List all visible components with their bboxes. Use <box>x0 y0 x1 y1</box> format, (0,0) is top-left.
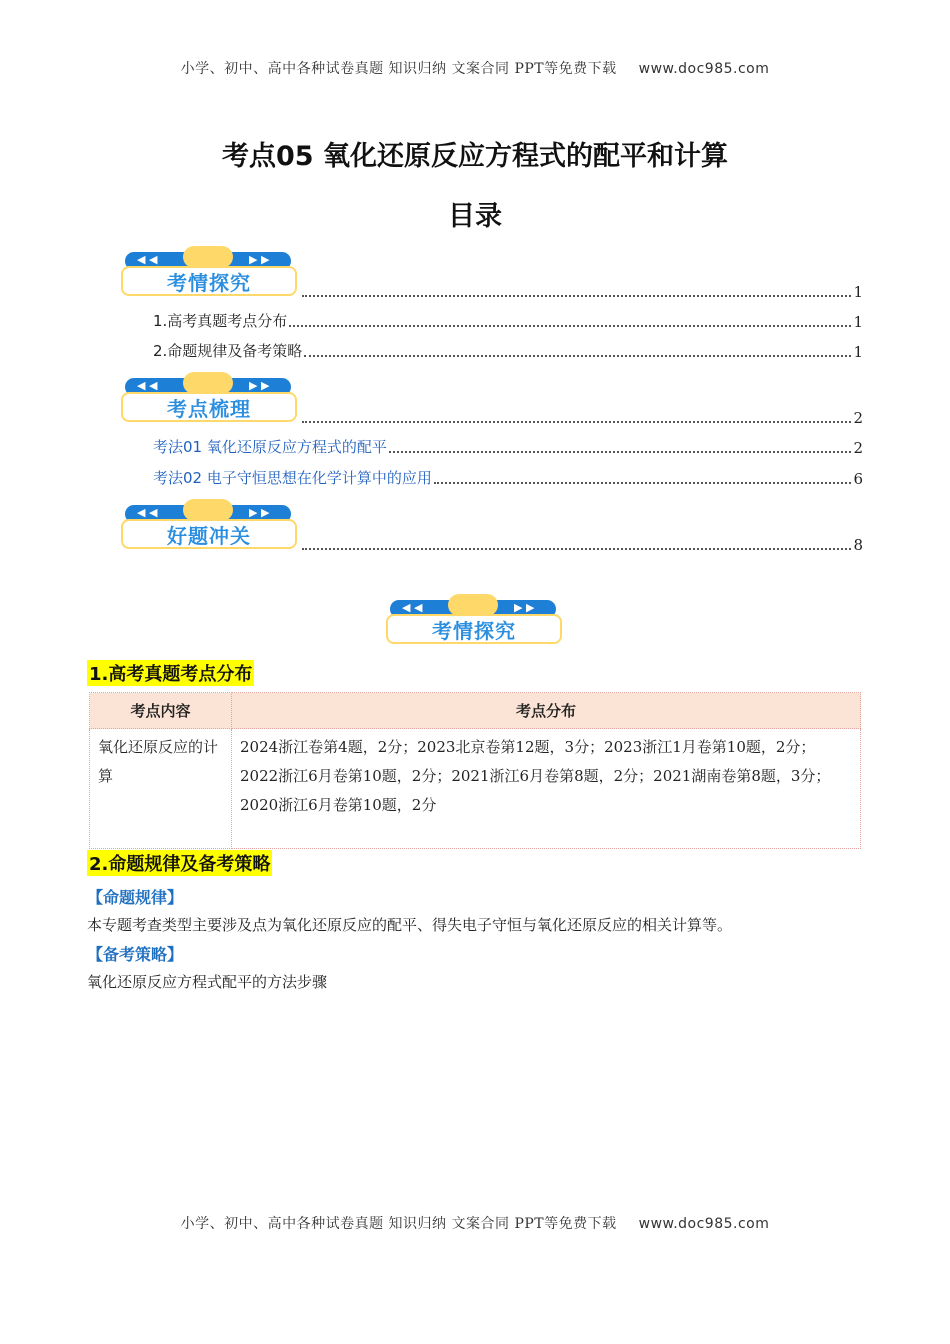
badge-label: 考情探究 <box>167 271 251 295</box>
badge-pill <box>183 372 233 394</box>
distribution-table <box>89 692 861 849</box>
toc-text: 2.命题规律及备考策略 <box>153 342 303 360</box>
toc-page: 1 <box>853 343 863 361</box>
arrow-right-icon: ▶ ▶ <box>249 253 270 266</box>
toc-page: 1 <box>853 283 863 301</box>
toc-entry[interactable] <box>153 311 863 331</box>
rule-label: 【命题规律】 <box>87 888 184 907</box>
section-badge-explore <box>386 598 562 648</box>
table-row <box>90 729 861 849</box>
arrow-left-icon: ◀ ◀ <box>137 253 158 266</box>
toc-text: 考法02 电子守恒思想在化学计算中的应用 <box>153 469 432 487</box>
arrow-left-icon: ◀ ◀ <box>137 506 158 519</box>
footer-text: 小学、初中、高中各种试卷真题 知识归纳 文案合同 PPT等免费下载 <box>180 1216 617 1232</box>
toc-entry[interactable] <box>300 407 863 427</box>
arrow-left-icon: ◀ ◀ <box>137 379 158 392</box>
section-heading-distribution: 1.高考真题考点分布 <box>87 660 254 686</box>
header-text: 小学、初中、高中各种试卷真题 知识归纳 文案合同 PPT等免费下载 <box>180 61 617 77</box>
strategy-label: 【备考策略】 <box>87 945 184 964</box>
toc-entry[interactable] <box>153 437 863 457</box>
arrow-right-icon: ▶ ▶ <box>249 379 270 392</box>
distribution-line: 2024浙江卷第4题，2分；2023北京卷第12题，3分；2023浙江1月卷第10题，2分； <box>240 738 816 756</box>
table-header-cell: 考点内容 <box>90 693 232 729</box>
table-cell-topic: 氧化还原反应的计算 <box>90 729 232 849</box>
leader-dots <box>389 451 852 453</box>
rule-text: 本专题考查类型主要涉及点为氧化还原反应的配平、得失电子守恒与氧化还原反应的相关计算等。 <box>87 916 733 934</box>
toc-text: 1.高考真题考点分布 <box>153 312 288 330</box>
arrow-right-icon: ▶ ▶ <box>514 601 535 614</box>
toc-page: 2 <box>853 439 863 457</box>
header-site-link[interactable]: www.doc985.com <box>638 61 770 77</box>
toc-entry[interactable] <box>153 468 863 488</box>
strategy-text: 氧化还原反应方程式配平的方法步骤 <box>87 973 328 991</box>
toc-entry[interactable] <box>300 534 863 554</box>
badge-label: 好题冲关 <box>167 524 251 548</box>
table-header-cell: 考点分布 <box>232 693 861 729</box>
page-footer <box>0 1213 950 1233</box>
document-title: 考点05 氧化还原反应方程式的配平和计算 <box>222 141 728 172</box>
leader-dots <box>304 355 851 357</box>
leader-dots <box>289 325 851 327</box>
arrow-left-icon: ◀ ◀ <box>402 601 423 614</box>
toc-text: 考法01 氧化还原反应方程式的配平 <box>153 438 387 456</box>
toc-entry[interactable] <box>300 281 863 301</box>
arrow-right-icon: ▶ ▶ <box>249 506 270 519</box>
page-header <box>0 58 950 78</box>
leader-dots <box>302 421 851 423</box>
toc-page: 2 <box>853 409 863 427</box>
badge-pill <box>183 499 233 521</box>
section-heading-strategy: 2.命题规律及备考策略 <box>87 850 272 876</box>
toc-page: 1 <box>853 313 863 331</box>
toc-page: 8 <box>853 536 863 554</box>
badge-label: 考点梳理 <box>167 397 251 421</box>
leader-dots <box>434 482 852 484</box>
footer-site-link[interactable]: www.doc985.com <box>638 1216 770 1232</box>
badge-explore <box>121 250 297 300</box>
toc-page: 6 <box>853 470 863 488</box>
table-header-row <box>90 693 861 729</box>
toc-entry[interactable] <box>153 341 863 361</box>
table-cell-distribution <box>232 729 861 849</box>
badge-pill <box>448 594 498 616</box>
badge-challenge <box>121 503 297 553</box>
badge-label: 考情探究 <box>432 619 516 643</box>
leader-dots <box>302 548 851 550</box>
badge-pill <box>183 246 233 268</box>
distribution-line: 2022浙江6月卷第10题，2分；2021浙江6月卷第8题，2分；2021湖南卷第8题，3分；2020浙江6月卷第10题，2分 <box>240 767 831 814</box>
toc-title: 目录 <box>448 201 502 232</box>
leader-dots <box>302 295 851 297</box>
badge-sort <box>121 376 297 426</box>
